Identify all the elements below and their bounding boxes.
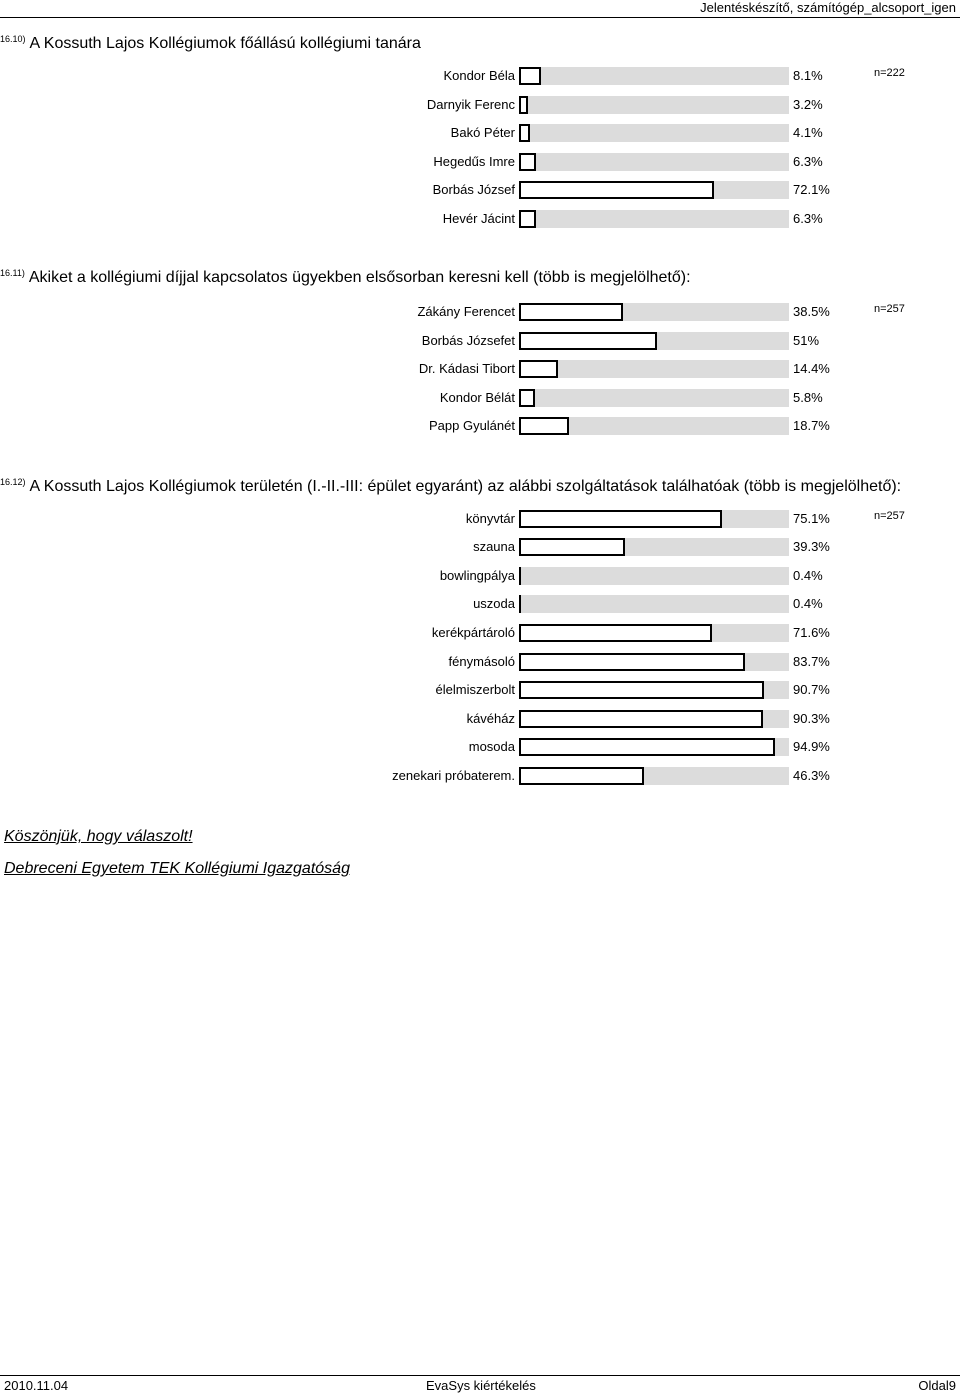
bar-track [519, 303, 789, 321]
answer-label: Borbás József [432, 182, 515, 197]
question-heading [0, 477, 901, 496]
bar-track [519, 153, 789, 171]
answer-label: Papp Gyulánét [428, 418, 515, 433]
answer-row [0, 66, 960, 86]
percentage-bar [519, 653, 745, 671]
answer-row [0, 123, 960, 143]
percentage-value: 90.7% [793, 682, 830, 697]
answer-row [0, 331, 960, 351]
percentage-bar [519, 181, 714, 199]
bar-track [519, 738, 789, 756]
percentage-bar [519, 624, 712, 642]
answer-label: Zákány Ferencet [417, 304, 515, 319]
percentage-bar [519, 567, 521, 585]
bar-track [519, 538, 789, 556]
bar-track [519, 417, 789, 435]
answer-row [0, 152, 960, 172]
answer-label: élelmiszerbolt [435, 682, 515, 697]
percentage-bar [519, 153, 536, 171]
thanks-message: Köszönjük, hogy válaszolt! [4, 828, 193, 845]
question-title: A Kossuth Lajos Kollégiumok főállású kollégiumi tanára [29, 35, 421, 52]
percentage-value: 6.3% [793, 211, 823, 226]
answer-label: Bakó Péter [450, 125, 515, 140]
answer-row [0, 680, 960, 700]
bar-track [519, 124, 789, 142]
answer-label: uszoda [473, 596, 515, 611]
percentage-bar [519, 332, 657, 350]
percentage-bar [519, 67, 541, 85]
bar-track [519, 332, 789, 350]
answer-label: Hegedűs Imre [433, 154, 515, 169]
question-title: A Kossuth Lajos Kollégiumok területén (I.-II.-III: épület egyaránt) az alábbi szolgáltatások találhatóak (több is megjelölhető): [29, 478, 902, 495]
answer-label: Borbás Józsefet [421, 333, 515, 348]
footer-date: 2010.11.04 [4, 1378, 69, 1393]
percentage-value: 94.9% [793, 739, 830, 754]
question-title: Akiket a kollégiumi díjjal kapcsolatos ügyekben elsősorban keresni kell (több is megjelölhető): [28, 269, 691, 286]
answer-row [0, 566, 960, 586]
question-heading [0, 268, 691, 287]
percentage-value: 83.7% [793, 654, 830, 669]
percentage-bar [519, 738, 775, 756]
question-number: 16.12) [0, 477, 26, 487]
percentage-bar [519, 538, 625, 556]
percentage-value: 0.4% [793, 596, 823, 611]
answer-label: fénymásoló [448, 654, 515, 669]
answer-row [0, 623, 960, 643]
bar-track [519, 567, 789, 585]
answer-row [0, 388, 960, 408]
answer-row [0, 509, 960, 529]
percentage-value: 8.1% [793, 68, 823, 83]
percentage-bar [519, 210, 536, 228]
answer-label: bowlingpálya [439, 568, 515, 583]
percentage-bar [519, 681, 764, 699]
bar-track [519, 653, 789, 671]
percentage-value: 72.1% [793, 182, 830, 197]
bar-track [519, 181, 789, 199]
answer-row [0, 302, 960, 322]
answer-label: Darnyik Ferenc [426, 97, 515, 112]
bar-track [519, 67, 789, 85]
answer-label: zenekari próbaterem. [392, 768, 515, 783]
percentage-bar [519, 124, 530, 142]
percentage-bar [519, 510, 722, 528]
sample-size: n=222 [874, 67, 905, 79]
percentage-value: 51% [793, 333, 820, 348]
percentage-bar [519, 595, 521, 613]
sample-size: n=257 [874, 303, 905, 315]
answer-row [0, 652, 960, 672]
percentage-value: 18.7% [793, 418, 830, 433]
answer-row [0, 359, 960, 379]
percentage-value: 46.3% [793, 768, 830, 783]
bar-track [519, 96, 789, 114]
answer-row [0, 209, 960, 229]
answer-label: szauna [473, 539, 515, 554]
percentage-value: 71.6% [793, 625, 830, 640]
answer-row [0, 766, 960, 786]
answer-label: mosoda [468, 739, 515, 754]
percentage-value: 38.5% [793, 304, 830, 319]
header-rule [0, 17, 960, 18]
answer-label: Dr. Kádasi Tibort [418, 361, 515, 376]
percentage-bar [519, 417, 569, 435]
question-number: 16.11) [0, 268, 25, 278]
bar-track [519, 360, 789, 378]
answer-row [0, 95, 960, 115]
percentage-value: 14.4% [793, 361, 830, 376]
answer-row [0, 737, 960, 757]
percentage-bar [519, 389, 535, 407]
question-heading [0, 34, 421, 53]
bar-track [519, 681, 789, 699]
footer-page: Oldal9 [918, 1378, 956, 1393]
percentage-value: 4.1% [793, 125, 823, 140]
answer-label: kávéház [466, 711, 515, 726]
bar-track [519, 210, 789, 228]
answer-row [0, 537, 960, 557]
sample-size: n=257 [874, 510, 905, 522]
report-title: Jelentéskészítő, számítógép_alcsoport_igen [700, 0, 956, 15]
footer-rule [0, 1375, 960, 1376]
percentage-value: 90.3% [793, 711, 830, 726]
percentage-value: 75.1% [793, 511, 830, 526]
percentage-value: 6.3% [793, 154, 823, 169]
footer-system: EvaSys kiértékelés [426, 1378, 536, 1393]
bar-track [519, 510, 789, 528]
answer-row [0, 416, 960, 436]
answer-label: Hevér Jácint [442, 211, 515, 226]
answer-row [0, 709, 960, 729]
percentage-bar [519, 96, 528, 114]
percentage-bar [519, 360, 558, 378]
institution-name: Debreceni Egyetem TEK Kollégiumi Igazgatóság [4, 860, 350, 877]
percentage-value: 5.8% [793, 390, 823, 405]
bar-track [519, 624, 789, 642]
bar-track [519, 389, 789, 407]
bar-track [519, 767, 789, 785]
answer-label: Kondor Bélát [439, 390, 515, 405]
percentage-value: 39.3% [793, 539, 830, 554]
percentage-value: 3.2% [793, 97, 823, 112]
answer-label: Kondor Béla [443, 68, 515, 83]
percentage-bar [519, 710, 763, 728]
percentage-bar [519, 303, 623, 321]
answer-label: könyvtár [465, 511, 515, 526]
bar-track [519, 710, 789, 728]
answer-row [0, 594, 960, 614]
percentage-bar [519, 767, 644, 785]
question-number: 16.10) [0, 34, 26, 44]
percentage-value: 0.4% [793, 568, 823, 583]
answer-row [0, 180, 960, 200]
bar-track [519, 595, 789, 613]
answer-label: kerékpártároló [431, 625, 515, 640]
